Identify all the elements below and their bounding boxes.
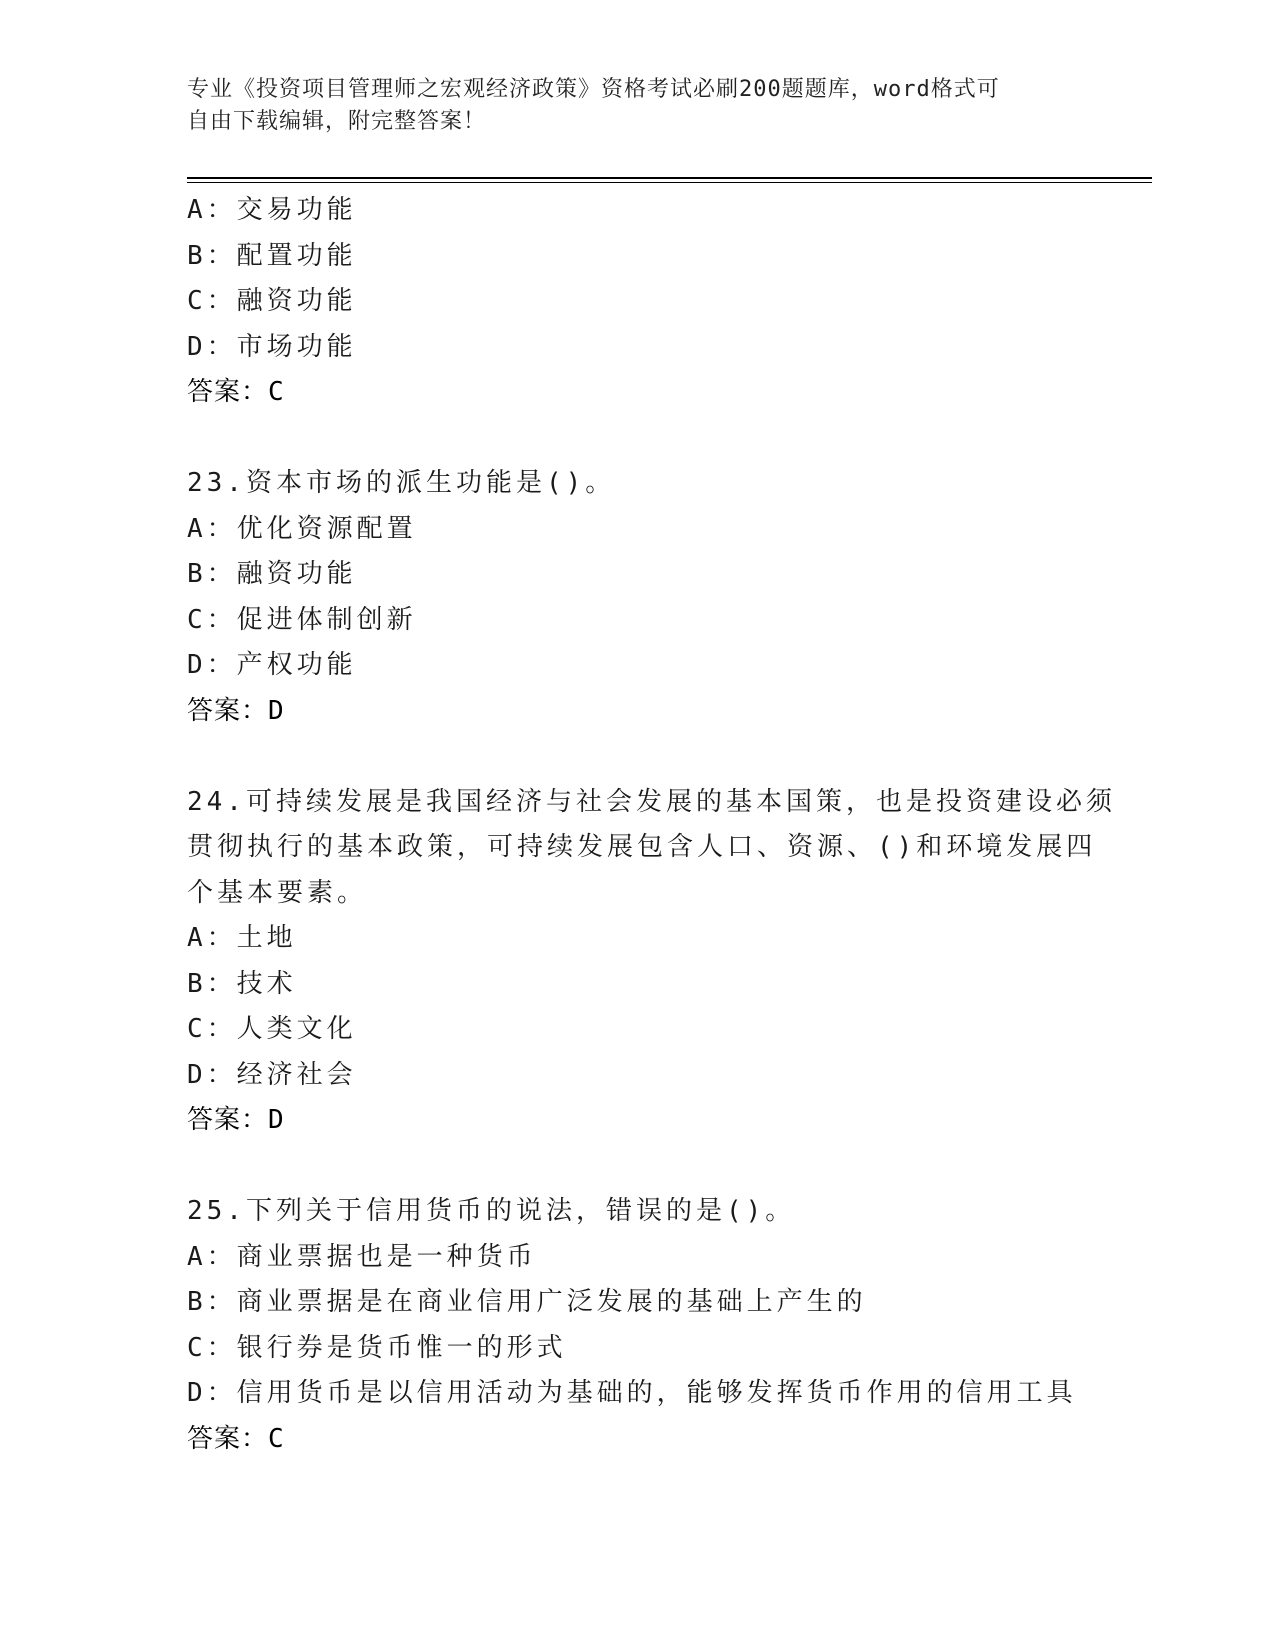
option-a: A：交易功能	[187, 195, 357, 225]
question-block-23	[187, 461, 1087, 734]
spacer	[187, 734, 1087, 780]
question-block-25	[187, 1189, 1087, 1462]
answer-line: 答案：C	[187, 1423, 285, 1454]
answer-line: 答案：D	[187, 695, 285, 726]
spacer	[187, 416, 1087, 462]
option-b: B：配置功能	[187, 240, 357, 271]
option-c: C：银行券是货币惟一的形式	[187, 1332, 567, 1363]
question-list	[187, 188, 1116, 1462]
option-c: C：促进体制创新	[187, 604, 417, 635]
question-text	[187, 780, 1116, 917]
option-b: B：融资功能	[187, 559, 357, 589]
option-c: C：融资功能	[187, 286, 357, 316]
option-b: B：技术	[187, 968, 297, 999]
document-header	[187, 74, 1067, 138]
option-b: B：商业票据是在商业信用广泛发展的基础上产生的	[187, 1287, 867, 1317]
question-block-24	[187, 780, 1116, 1144]
answer-line: 答案：C	[187, 377, 285, 407]
header-divider-thin	[187, 182, 1152, 183]
question-text-line-2: 贯彻执行的基本政策，可持续发展包含人口、资源、()和环境发展四	[187, 832, 1097, 862]
header-line-2: 自由下载编辑，附完整答案！	[187, 109, 487, 134]
option-c: C：人类文化	[187, 1014, 357, 1044]
option-d: D：市场功能	[187, 331, 357, 362]
question-text: 23.资本市场的派生功能是()。	[187, 468, 616, 498]
option-a: A：优化资源配置	[187, 513, 417, 544]
option-a: A：土地	[187, 923, 297, 953]
header-divider-thick	[187, 177, 1152, 179]
option-a: A：商业票据也是一种货币	[187, 1241, 537, 1272]
answer-line: 答案：D	[187, 1105, 285, 1135]
option-d: D：经济社会	[187, 1059, 357, 1090]
question-block-22	[187, 188, 1087, 416]
question-text-line-1: 24.可持续发展是我国经济与社会发展的基本国策，也是投资建设必须	[187, 786, 1116, 817]
option-d: D：产权功能	[187, 650, 357, 680]
question-text-line-3: 个基本要素。	[187, 877, 368, 908]
spacer	[187, 1144, 1087, 1190]
option-d: D：信用货币是以信用活动为基础的，能够发挥货币作用的信用工具	[187, 1378, 1077, 1408]
header-line-1: 专业《投资项目管理师之宏观经济政策》资格考试必刷200题题库，word格式可	[187, 77, 1000, 102]
question-text: 25.下列关于信用货币的说法，错误的是()。	[187, 1196, 796, 1226]
